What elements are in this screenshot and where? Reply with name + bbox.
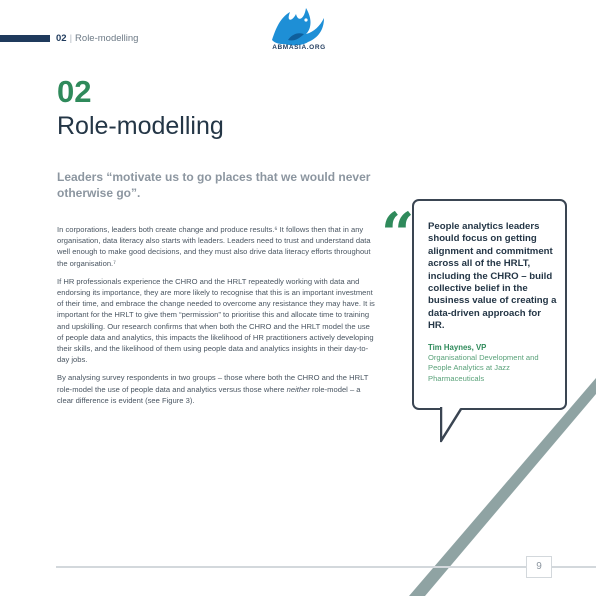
- page-title: Role-modelling: [57, 112, 224, 140]
- logo-text: ABMASIA.ORG: [272, 44, 326, 51]
- callout-tail: [440, 407, 462, 443]
- header-chapter-number: 02: [56, 33, 67, 44]
- body-paragraph-1: In corporations, leaders both create change and produce results.⁶ It follows then that in any organisation, data literacy also starts with leaders. Leaders need to trust and understand data well enough to make good decisions, and they must also drive data literacy efforts throughout the organisation.⁷: [57, 225, 371, 268]
- header-chapter-title: Role-modelling: [75, 33, 139, 44]
- lead-quote: Leaders “motivate us to go places that we would never otherwise go”.: [57, 170, 371, 200]
- body-paragraph-3-end: role-model – a clear difference is evident (see Figure 3).: [57, 384, 361, 405]
- callout-quote-text: People analytics leaders should focus on getting alignment and commitment across all of the HRLT, including the CHRO – build collective belief in the business value of creating a data-driven approach for HR.: [428, 221, 557, 332]
- quote-mark-icon: “: [381, 200, 415, 268]
- section-number: 02: [57, 74, 92, 109]
- page-number: 9: [526, 556, 552, 578]
- body-paragraph-3-start: By analysing survey respondents in two groups – those where both the CHRO and the HRLT role-model the use of people data and analytics versus those where: [57, 373, 369, 394]
- callout-author: Tim Haynes, VP: [428, 343, 487, 352]
- body-paragraph-3-emphasis: neither: [286, 384, 310, 394]
- footer-rule: [56, 566, 596, 568]
- body-paragraph-2: If HR professionals experience the CHRO and the HRLT repeatedly working with data and endorsing its importance, they are more likely to recognise that this is an important investment of their time, and embrace the change needed to overcome any resistance they may have. It is important for the HRLT to give them “permission” to prioritise this and allocate time to training and upskilling. Our research confirms that when both the CHRO and the HRLT model the use of people data and analytics, this impacts the likelihood of HR practitioners actively developing their skills, and the likelihood of them using people data and analytics insights in their day-to-day jobs.: [57, 276, 375, 365]
- callout-author-role: Organisational Development and People Analytics at Jazz Pharmaceuticals: [428, 353, 539, 383]
- header-separator: |: [69, 33, 73, 44]
